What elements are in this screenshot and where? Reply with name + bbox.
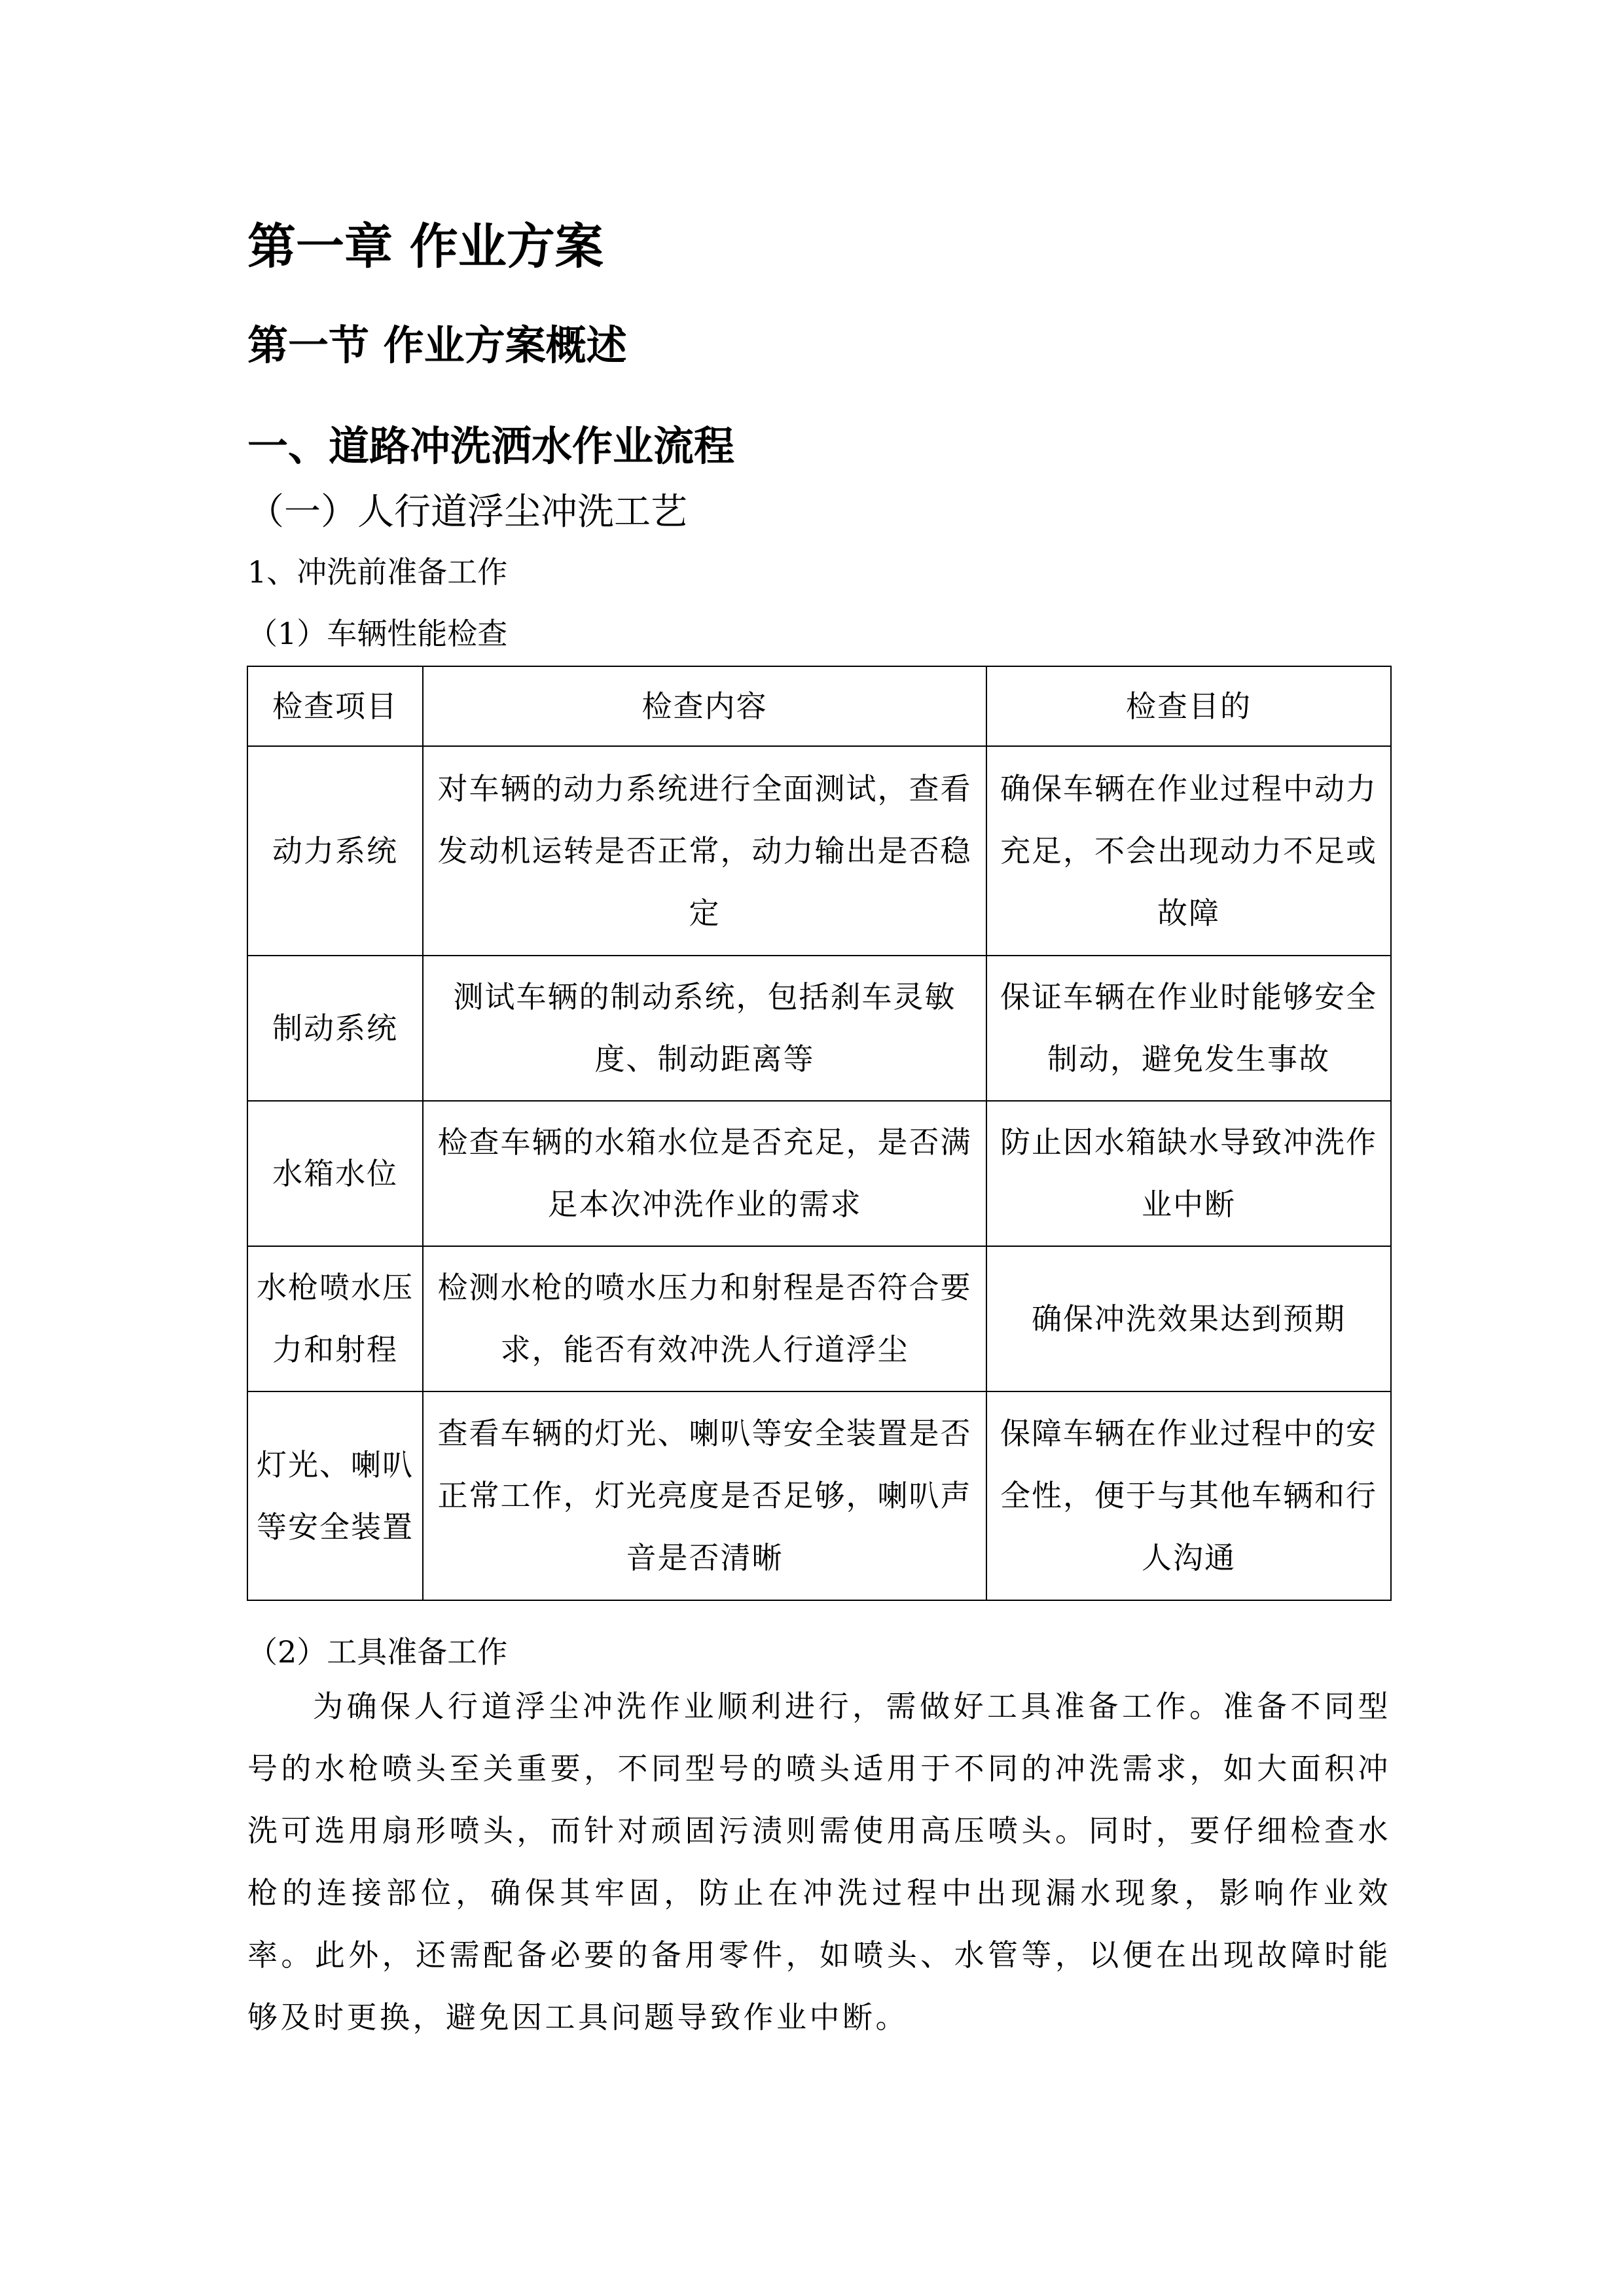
table-row — [247, 956, 1391, 1101]
header-cell: 检查目的 — [986, 666, 1391, 746]
sub-subsection-title: （一）人行道浮尘冲洗工艺 — [247, 491, 687, 533]
subsection-title: 一、道路冲洗洒水作业流程 — [247, 422, 735, 470]
chapter-title: 第一章 作业方案 — [247, 219, 604, 275]
table-row — [247, 1101, 1391, 1246]
tools-paragraph: 为确保人行道浮尘冲洗作业顺利进行，需做好工具准备工作。准备不同型号的水枪喷头至关重要，不同型号的喷头适用于不同的冲洗需求，如大面积冲洗可选用扇形喷头，而针对顽固污渍则需使用高压喷头。同时，要仔细检查水枪的连接部位，确保其牢固，防止在冲洗过程中出现漏水现象，影响作业效率。此外，还需配备必要的备用零件，如喷头、水管等，以便在出现故障时能够及时更换，避免因工具问题导致作业中断。 — [247, 1689, 1391, 2035]
step-title: 1、冲洗前准备工作 — [247, 554, 508, 590]
table-cell: 对车辆的动力系统进行全面测试，查看发动机运转是否正常，动力输出是否稳定 — [423, 746, 986, 956]
vehicle-inspection-table — [247, 666, 1392, 1601]
table-cell: 保障车辆在作业过程中的安全性，便于与其他车辆和行人沟通 — [986, 1391, 1391, 1600]
table-caption: （1）车辆性能检查 — [247, 616, 508, 651]
table-row — [247, 1246, 1391, 1391]
header-cell: 检查内容 — [423, 666, 986, 746]
table-header-row — [247, 666, 1391, 746]
table-cell: 动力系统 — [247, 746, 423, 956]
table-cell: 水枪喷水压力和射程 — [247, 1246, 423, 1391]
table-cell: 确保车辆在作业过程中动力充足，不会出现动力不足或故障 — [986, 746, 1391, 956]
section-title: 第一节 作业方案概述 — [247, 321, 627, 369]
table-cell: 水箱水位 — [247, 1101, 423, 1246]
tools-title: （2）工具准备工作 — [247, 1634, 508, 1670]
table-cell: 保证车辆在作业时能够安全制动，避免发生事故 — [986, 956, 1391, 1101]
table-cell: 检测水枪的喷水压力和射程是否符合要求，能否有效冲洗人行道浮尘 — [423, 1246, 986, 1391]
table-row — [247, 1391, 1391, 1600]
table-cell: 检查车辆的水箱水位是否充足，是否满足本次冲洗作业的需求 — [423, 1101, 986, 1246]
table-cell: 制动系统 — [247, 956, 423, 1101]
table-cell: 确保冲洗效果达到预期 — [986, 1246, 1391, 1391]
table-row — [247, 746, 1391, 956]
header-cell: 检查项目 — [247, 666, 423, 746]
table-cell: 防止因水箱缺水导致冲洗作业中断 — [986, 1101, 1391, 1246]
table-cell: 测试车辆的制动系统，包括刹车灵敏度、制动距离等 — [423, 956, 986, 1101]
table-cell: 灯光、喇叭等安全装置 — [247, 1391, 423, 1600]
table-cell: 查看车辆的灯光、喇叭等安全装置是否正常工作，灯光亮度是否足够，喇叭声音是否清晰 — [423, 1391, 986, 1600]
